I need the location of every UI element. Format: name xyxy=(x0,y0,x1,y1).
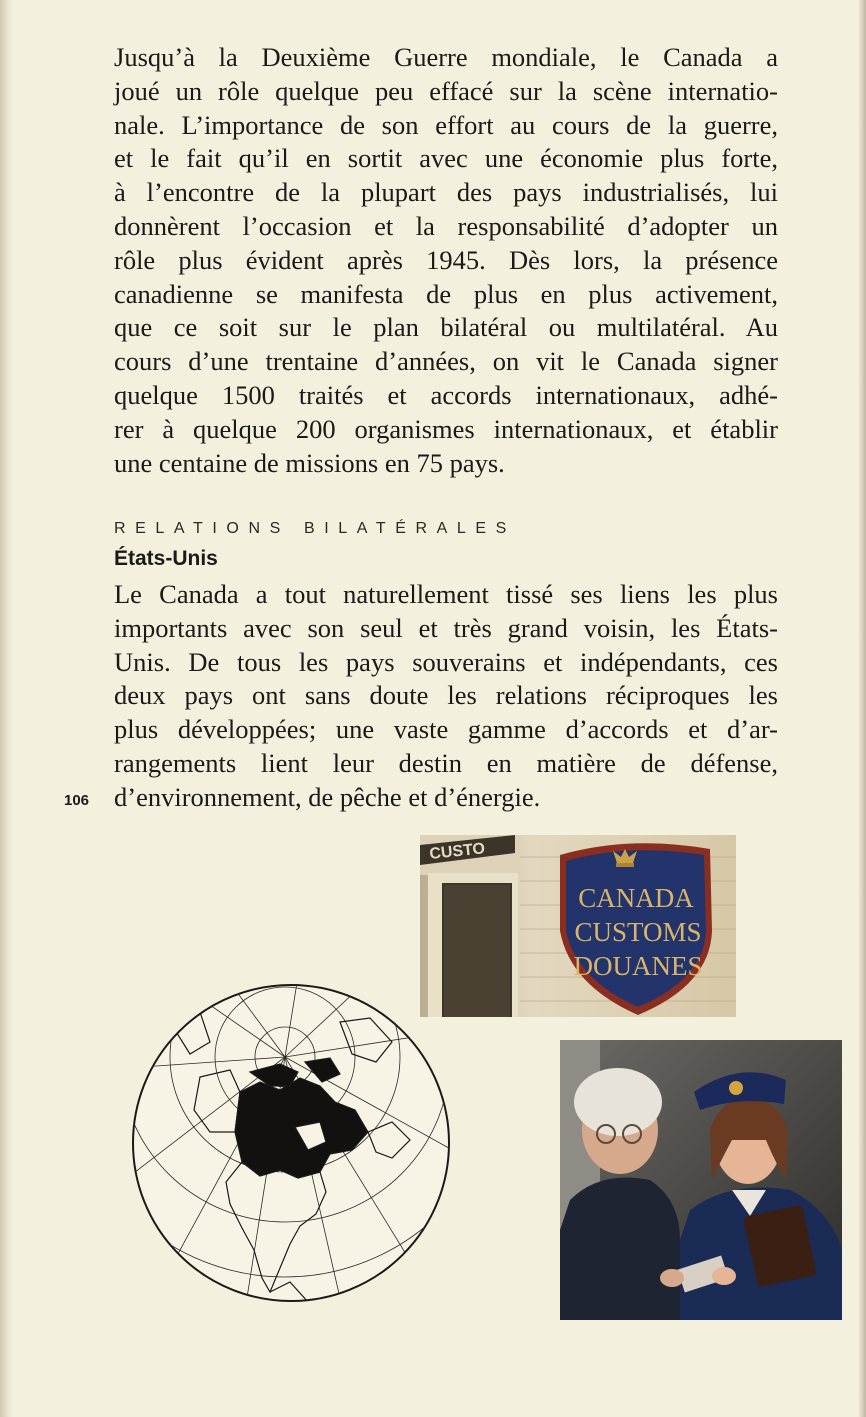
text-line: Jusqu’à la Deuxième Guerre mondiale, le Canada a xyxy=(114,42,778,72)
shield-line-canada: CANADA xyxy=(578,883,694,913)
text-line: d’environnement, de pêche et d’énergie. xyxy=(114,781,541,812)
text-line: plus développées; une vaste gamme d’accords et d’ar- xyxy=(114,714,778,745)
text-line: Unis. De tous les pays souverains et indépendants, ces xyxy=(114,646,778,677)
page-number: 106 xyxy=(64,792,90,809)
text-line: rangements lient leur destin en matière de défense, xyxy=(114,747,778,778)
section-heading: RELATIONS BILATÉRALES xyxy=(114,520,516,537)
text-line: Le Canada a tout naturellement tissé ses liens les plus xyxy=(114,579,778,609)
intro-paragraph xyxy=(114,41,778,480)
text-line: une centaine de missions en 75 pays. xyxy=(114,447,505,478)
text-line: quelque 1500 traités et accords internationaux, adhé- xyxy=(114,379,778,410)
shield-line-douanes: DOUANES xyxy=(573,951,703,981)
north-america-globe-map xyxy=(130,982,452,1304)
text-line: importants avec son seul et très grand voisin, les États- xyxy=(114,612,778,643)
text-line: rôle plus évident après 1945. Dès lors, la présence xyxy=(114,244,778,275)
text-line: et le fait qu’il en sortit avec une économie plus forte, xyxy=(114,143,778,174)
text-line: nale. L’importance de son effort au cours de la guerre, xyxy=(114,109,778,140)
body-paragraph xyxy=(114,578,778,815)
text-line: joué un rôle quelque peu effacé sur la scène internatio- xyxy=(114,75,778,106)
shield-line-customs: CUSTOMS xyxy=(574,917,702,947)
text-line: à l’encontre de la plupart des pays industrialisés, lui xyxy=(114,177,778,208)
text-line: que ce soit sur le plan bilatéral ou multilatéral. Au xyxy=(114,312,778,343)
subheading: États-Unis xyxy=(114,547,218,570)
door-sign-text: CUSTO xyxy=(428,840,486,863)
text-line: donnèrent l’occasion et la responsabilité d’adopter un xyxy=(114,210,778,241)
page-binding-shadow xyxy=(0,0,14,1417)
customs-officers-photo xyxy=(560,1040,842,1320)
page-edge-shadow xyxy=(858,0,866,1417)
customs-sign-photo xyxy=(420,835,736,1017)
customs-sign-illustration xyxy=(420,835,736,1017)
text-line: cours d’une trentaine d’années, on vit le Canada signer xyxy=(114,346,778,377)
text-line: deux pays ont sans doute les relations réciproques les xyxy=(114,680,778,711)
text-line: rer à quelque 200 organismes internationaux, et établir xyxy=(114,413,778,444)
globe-illustration xyxy=(130,982,452,1304)
officers-illustration xyxy=(560,1040,842,1320)
text-line: canadienne se manifesta de plus en plus activement, xyxy=(114,278,778,309)
